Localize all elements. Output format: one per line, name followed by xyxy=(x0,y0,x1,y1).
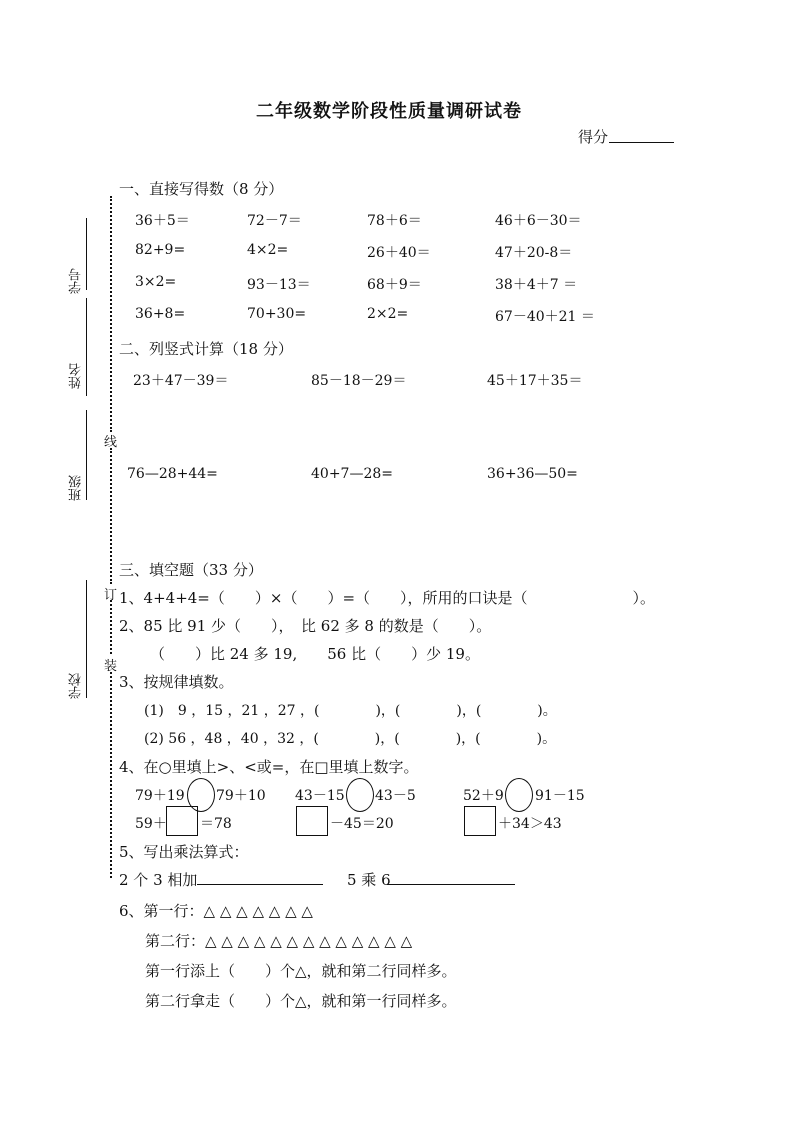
q5: 5、写出乘法算式： xyxy=(119,843,249,861)
q4-r1-left-1: 79＋19 xyxy=(135,788,185,804)
s2-r1-c3: 45＋17＋35＝ xyxy=(487,373,583,389)
s1-r3-c4: 38＋4＋7 ＝ xyxy=(495,277,578,293)
q3b: (2) 56 ，48 ，40 ，32 ，( )，( )，( )。 xyxy=(144,731,557,747)
q4-r2-right-1: ＝78 xyxy=(200,816,232,832)
s1-r4-c2: 70+30= xyxy=(247,306,307,322)
q2a: 2、85 比 91 少（ ）， 比 62 多 8 的数是（ ）。 xyxy=(119,617,492,635)
student-no-label: 学号 xyxy=(69,268,84,294)
score-blank[interactable] xyxy=(609,128,674,143)
s1-r4-c3: 2×2= xyxy=(367,306,409,322)
q4-r2-right-2: －45＝20 xyxy=(330,816,394,832)
s1-r4-c1: 36+8= xyxy=(135,306,186,322)
s1-r2-c4: 47＋20-8＝ xyxy=(495,245,573,261)
q5b-label: 5 乘 6 xyxy=(347,871,391,889)
s1-r3-c3: 68＋9＝ xyxy=(367,277,422,293)
q1: 1、4+4+4=（ ）×（ ）=（ ），所用的口诀是（ ）。 xyxy=(119,589,656,607)
q6c: 第一行添上（ ）个△，就和第二行同样多。 xyxy=(145,962,457,980)
q6: 6、第一行：△ △ △ △ △ △ △ xyxy=(119,902,313,920)
s1-r1-c2: 72－7＝ xyxy=(247,213,302,229)
compare-circle[interactable] xyxy=(346,778,374,812)
s1-r3-c1: 3×2= xyxy=(135,274,177,290)
binding-dotted-line-upper xyxy=(110,196,112,432)
q4-r2-left-1: 59＋ xyxy=(135,816,167,832)
compare-circle[interactable] xyxy=(505,778,533,812)
s1-r1-c3: 78＋6＝ xyxy=(367,213,422,229)
s1-r2-c3: 26＋40＝ xyxy=(367,245,431,261)
q4: 4、在○里填上>、<或=，在□里填上数字。 xyxy=(119,758,419,776)
binding-char-ding: 订 xyxy=(104,588,118,603)
s1-r3-c2: 93－13＝ xyxy=(247,277,311,293)
name-label: 姓名 xyxy=(69,363,84,389)
school-label: 学校 xyxy=(69,673,84,699)
s1-r1-c4: 46＋6－30＝ xyxy=(495,213,582,229)
s2-r2-c3: 36+36—50= xyxy=(487,466,578,482)
q4-r1-right-1: 79＋10 xyxy=(216,788,266,804)
score-label: 得分 xyxy=(578,128,609,146)
q4-r1-right-2: 43－5 xyxy=(375,788,416,804)
s2-r1-c2: 85－18－29＝ xyxy=(311,373,407,389)
q3a: (1) 9 ，15 ，21 ，27 ，( )，( )，( )。 xyxy=(144,703,557,719)
q2b: （ ）比 24 多 19, 56 比（ ）少 19。 xyxy=(150,645,480,663)
s1-r4-c4: 67－40＋21 ＝ xyxy=(495,309,595,325)
answer-box[interactable] xyxy=(166,806,198,836)
s2-r1-c1: 23＋47－39＝ xyxy=(133,373,229,389)
binding-dotted-line-middle xyxy=(110,448,112,584)
q6d: 第二行拿走（ ）个△，就和第一行同样多。 xyxy=(145,992,457,1010)
q6b: 第二行：△ △ △ △ △ △ △ △ △ △ △ △ △ xyxy=(145,932,413,950)
s1-r2-c2: 4×2= xyxy=(247,242,289,258)
q4-r1-right-3: 91－15 xyxy=(535,788,585,804)
student-no-line[interactable] xyxy=(86,218,87,290)
class-label: 班级 xyxy=(69,475,84,501)
s2-r2-c1: 76—28+44= xyxy=(127,466,218,482)
s2-r2-c2: 40+7—28= xyxy=(311,466,393,482)
binding-dotted-line-bottom xyxy=(110,672,112,878)
class-line[interactable] xyxy=(86,410,87,500)
q4-r1-left-2: 43－15 xyxy=(295,788,345,804)
q3: 3、按规律填数。 xyxy=(119,673,234,691)
q4-r1-left-3: 52＋9 xyxy=(463,788,504,804)
answer-box[interactable] xyxy=(296,806,328,836)
binding-char-line: 线 xyxy=(104,435,118,450)
answer-box[interactable] xyxy=(464,806,496,836)
binding-char-zhuang: 装 xyxy=(104,659,118,674)
s1-r2-c1: 82+9= xyxy=(135,242,186,258)
section2-heading: 二、列竖式计算（18 分） xyxy=(119,340,293,358)
page-title: 二年级数学阶段性质量调研试卷 xyxy=(256,101,522,122)
binding-dotted-line-lower xyxy=(110,600,112,654)
section3-heading: 三、填空题（33 分） xyxy=(119,561,263,579)
s1-r1-c1: 36＋5＝ xyxy=(135,213,190,229)
q5a-answer-line[interactable] xyxy=(197,868,323,885)
q5b-answer-line[interactable] xyxy=(387,868,515,885)
name-line[interactable] xyxy=(86,298,87,396)
school-line[interactable] xyxy=(86,580,87,698)
q4-r2-right-3: ＋34＞43 xyxy=(498,816,562,832)
section1-heading: 一、直接写得数（8 分） xyxy=(119,180,284,198)
q5a-label: 2 个 3 相加 xyxy=(119,871,198,889)
